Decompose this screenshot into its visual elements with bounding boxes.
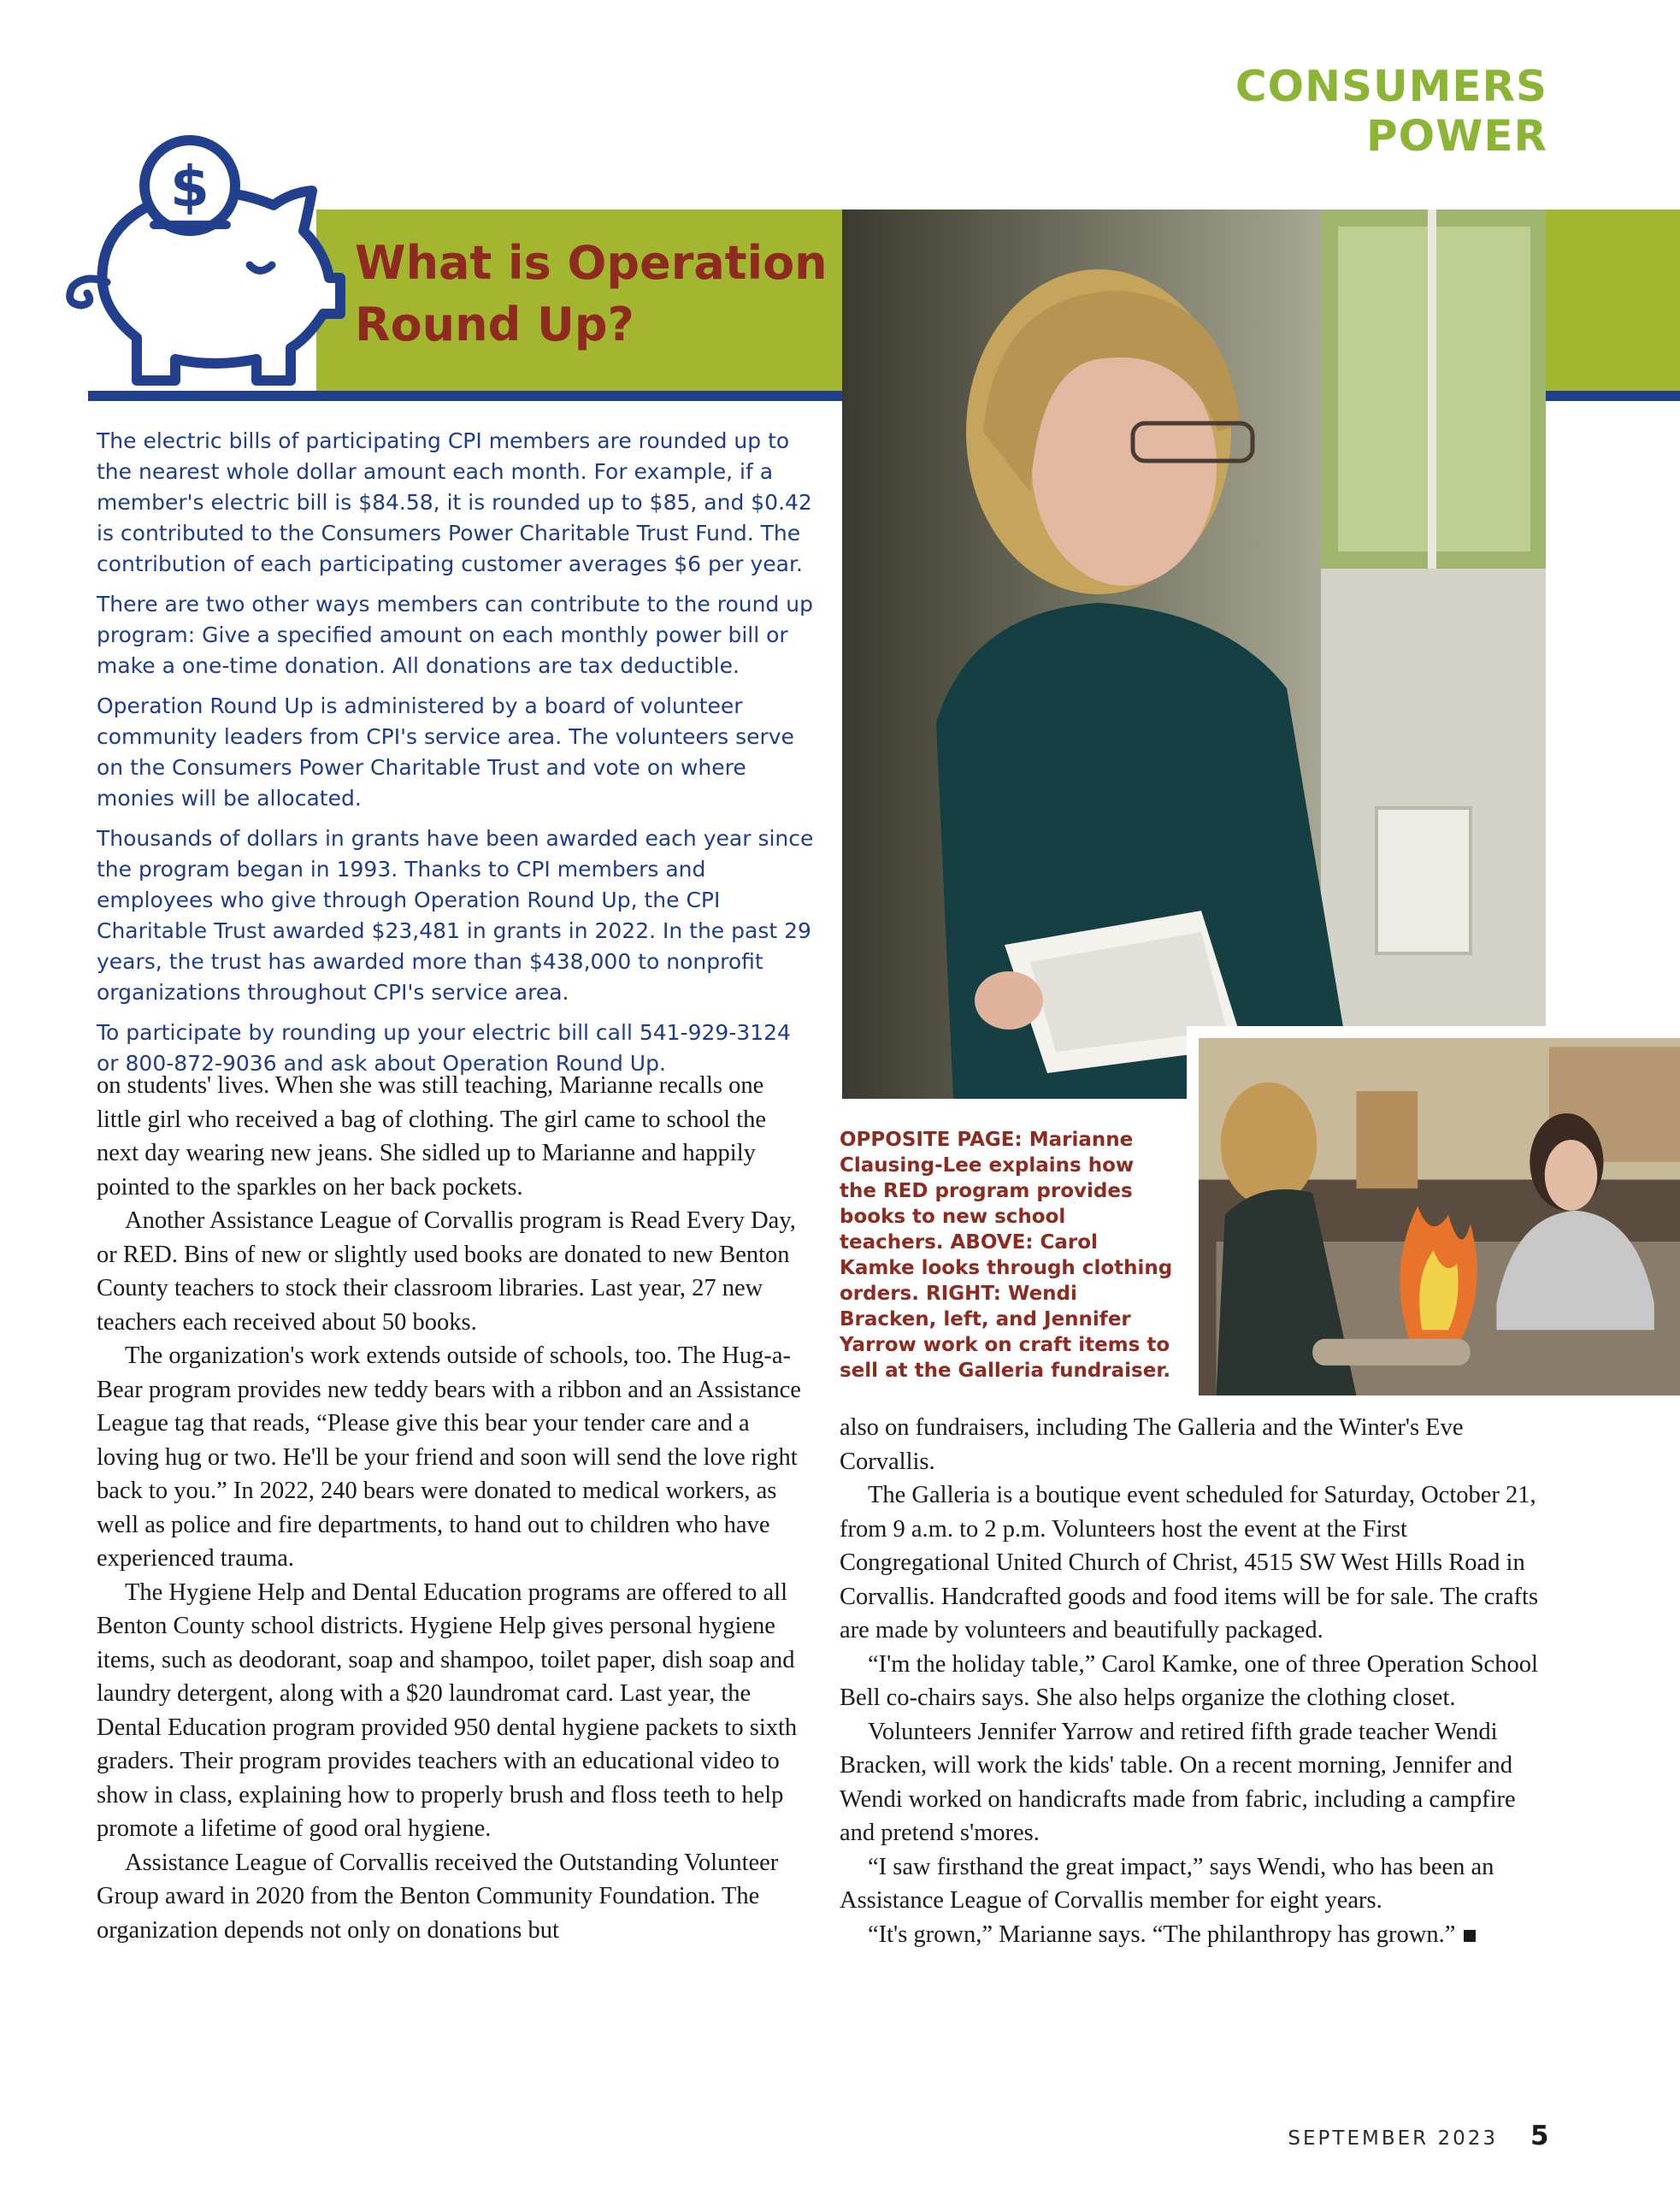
page-number: 5 — [1530, 2121, 1549, 2151]
article-paragraph: The Galleria is a boutique event scheduled for Saturday, October 21, from 9 a.m. to 2 p.m. Volunteers host the event at the First Congregational United Church of Christ, 4515 SW West Hills Road in Corvallis. Handcrafted goods and food items will be for sale. The crafts are made by volunteers and beautifully packaged. — [840, 1482, 1539, 1643]
photo-crafts — [1187, 1026, 1680, 1395]
article-paragraph: also on fundraisers, including The Galleria and the Winter's Eve Corvallis. — [840, 1414, 1464, 1475]
article-paragraph: on students' lives. When she was still teaching, Marianne recalls one little girl who received a bag of clothing. The girl came to school the next day wearing new jeans. She sidled up to Marianne and happily pointed to the sparkles on her back pockets. — [97, 1072, 766, 1201]
svg-text:$: $ — [170, 154, 209, 220]
article-paragraph: The Hygiene Help and Dental Education programs are offered to all Benton County school districts. Hygiene Help gives personal hygiene items, such as deodorant, soap and shampoo, toilet paper, dish soap and laundry detergent, along with a $20 laundromat card. Last year, the Dental Education program provided 950 dental hygiene packets to sixth graders. Their program provides teachers with an educational video to show in class, explaining how to properly brush and floss teeth to help promote a lifetime of good oral hygiene. — [97, 1578, 798, 1842]
article-paragraph — [840, 1918, 1549, 1952]
closing-quote: “It's grown,” Marianne says. “The philanthropy has grown.” — [868, 1921, 1456, 1948]
end-square-icon — [1464, 1930, 1476, 1942]
article-paragraph: The organization's work extends outside of schools, too. The Hug-a-Bear program provides new teddy bears with a ribbon and an Assistance League tag that reads, “Please give this bear your tender care and a loving hug or two. He'll be your friend and soon will send the love right back to you.” In 2022, 240 bears were donated to medical workers, as well as police and fire departments, to hand out to children who have experienced trauma. — [97, 1342, 801, 1572]
sidebar-paragraph: Operation Round Up is administered by a board of volunteer community leaders from CPI's service area. The volunteers serve on the Consumers Power Charitable Trust and vote on where monies will be allocated. — [97, 693, 794, 811]
blue-rule-right — [1546, 391, 1680, 401]
article-paragraph: Another Assistance League of Corvallis program is Read Every Day, or RED. Bins of new or slightly used books are donated to new Benton County teachers to stock their classroom libraries. Last year, 27 new teachers each received about 50 books. — [97, 1207, 796, 1336]
article-column-left — [97, 1069, 806, 1947]
piggy-bank-icon — [51, 124, 359, 406]
sidebar-paragraph: Thousands of dollars in grants have been awarded each year since the program began in 1993. Thanks to CPI members and employees who give through Operation Round Up, the CPI Charitable Trust awarded $23,481 in grants in 2022. In the past 29 years, the trust has awarded more than $438,000 to nonprofit organizations throughout CPI's service area. — [97, 826, 814, 1005]
sidebar-box — [97, 426, 815, 1089]
article-paragraph: Volunteers Jennifer Yarrow and retired fifth grade teacher Wendi Bracken, will work the kids' table. On a recent morning, Jennifer and Wendi worked on handicrafts made from fabric, including a campfire and pretend s'mores. — [840, 1718, 1516, 1846]
photo-caption: OPPOSITE PAGE: Marianne Clausing-Lee explains how the RED program provides books to new school teachers. ABOVE: Carol Kamke looks through clothing orders. RIGHT: Wendi Bracken, left, and Jennifer Yarrow work on craft items to sell at the Galleria fundraiser. — [840, 1129, 1173, 1382]
article-column-right — [840, 1411, 1549, 1951]
sidebar-title: What is Operation Round Up? — [355, 236, 828, 351]
article-paragraph: Assistance League of Corvallis received the Outstanding Volunteer Group award in 2020 from the Benton Community Foundation. The organization depends not only on donations but — [97, 1849, 779, 1944]
section-label: CONSUMERS POWER — [1235, 62, 1547, 161]
sidebar-paragraph: The electric bills of participating CPI members are rounded up to the nearest whole dollar amount each month. For example, if a member's electric bill is $84.58, it is rounded up to $85, and $0.42 is contributed to the Consumers Power Charitable Trust Fund. The contribution of each participating customer averages $6 per year. — [97, 428, 812, 576]
photo-marianne — [842, 209, 1546, 1099]
title-band-right — [1546, 209, 1680, 393]
issue-date: SEPTEMBER 2023 — [1288, 2127, 1498, 2150]
article-paragraph: “I'm the holiday table,” Carol Kamke, one of three Operation School Bell co-chairs says. She also helps organize the clothing closet. — [840, 1650, 1538, 1711]
sidebar-paragraph: To participate by rounding up your electric bill call 541-929-3124 or 800-872-9036 and ask about Operation Round Up. — [97, 1020, 791, 1076]
article-paragraph: “I saw firsthand the great impact,” says Wendi, who has been an Assistance League of Corvallis member for eight years. — [840, 1853, 1494, 1914]
sidebar-paragraph: There are two other ways members can contribute to the round up program: Give a specified amount on each monthly power bill or make a one-time donation. All donations are tax deductible. — [97, 592, 813, 678]
